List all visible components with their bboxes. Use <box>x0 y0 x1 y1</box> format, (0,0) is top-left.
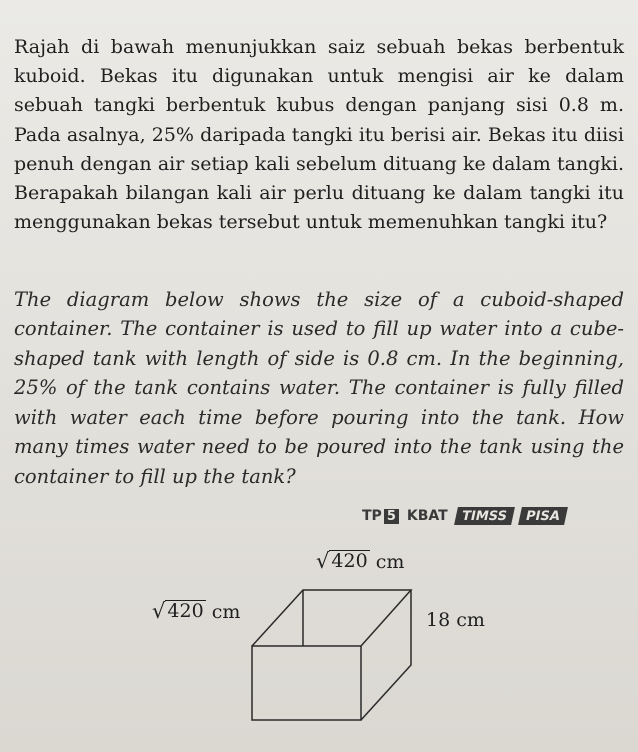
left-dimension-label: √ 420 cm <box>152 599 241 623</box>
top-dimension-value: 420 <box>331 550 368 572</box>
tag-pisa: PISA <box>519 507 569 525</box>
question-text-english: The diagram below shows the size of a cuboid-shaped container. The container is used to fill up water into a cube-shaped tank with length of side is 0.8 cm. In the beginning, 25% of the tank contains water. The container is fully filled with water each time before pouring into the tank. How many times water need to be poured into the tank using the container to fill up the tank? <box>14 287 624 489</box>
tag-tp-prefix: TP <box>362 508 382 524</box>
height-dimension-label: 18 cm <box>426 609 485 631</box>
left-dimension-unit: cm <box>211 601 241 623</box>
cuboid-top-edge <box>252 590 411 646</box>
tag-kbat: KBAT <box>406 508 448 524</box>
tag-tp-number: 5 <box>384 509 399 524</box>
top-dimension-label: √ 420 cm <box>316 549 405 573</box>
tag-timss: TIMSS <box>454 507 515 525</box>
top-dimension-unit: cm <box>375 551 405 573</box>
cuboid-right-face <box>361 590 411 720</box>
cuboid-front-face <box>252 646 361 720</box>
question-text-malay: Rajah di bawah menunjukkan saiz sebuah bekas berbentuk kuboid. Bekas itu digunakan untuk mengisi air ke dalam sebuah tangki berbentuk kubus dengan panjang sisi 0.8 m. Pada asalnya, 25% daripada tangki itu berisi air. Bekas itu diisi penuh dengan air setiap kali sebelum dituang ke dalam tangki. Berapakah bilangan kali air perlu dituang ke dalam tangki itu menggunakan bekas tersebut untuk memenuhkan tangki itu? <box>14 36 624 234</box>
left-dimension-value: 420 <box>167 600 204 622</box>
